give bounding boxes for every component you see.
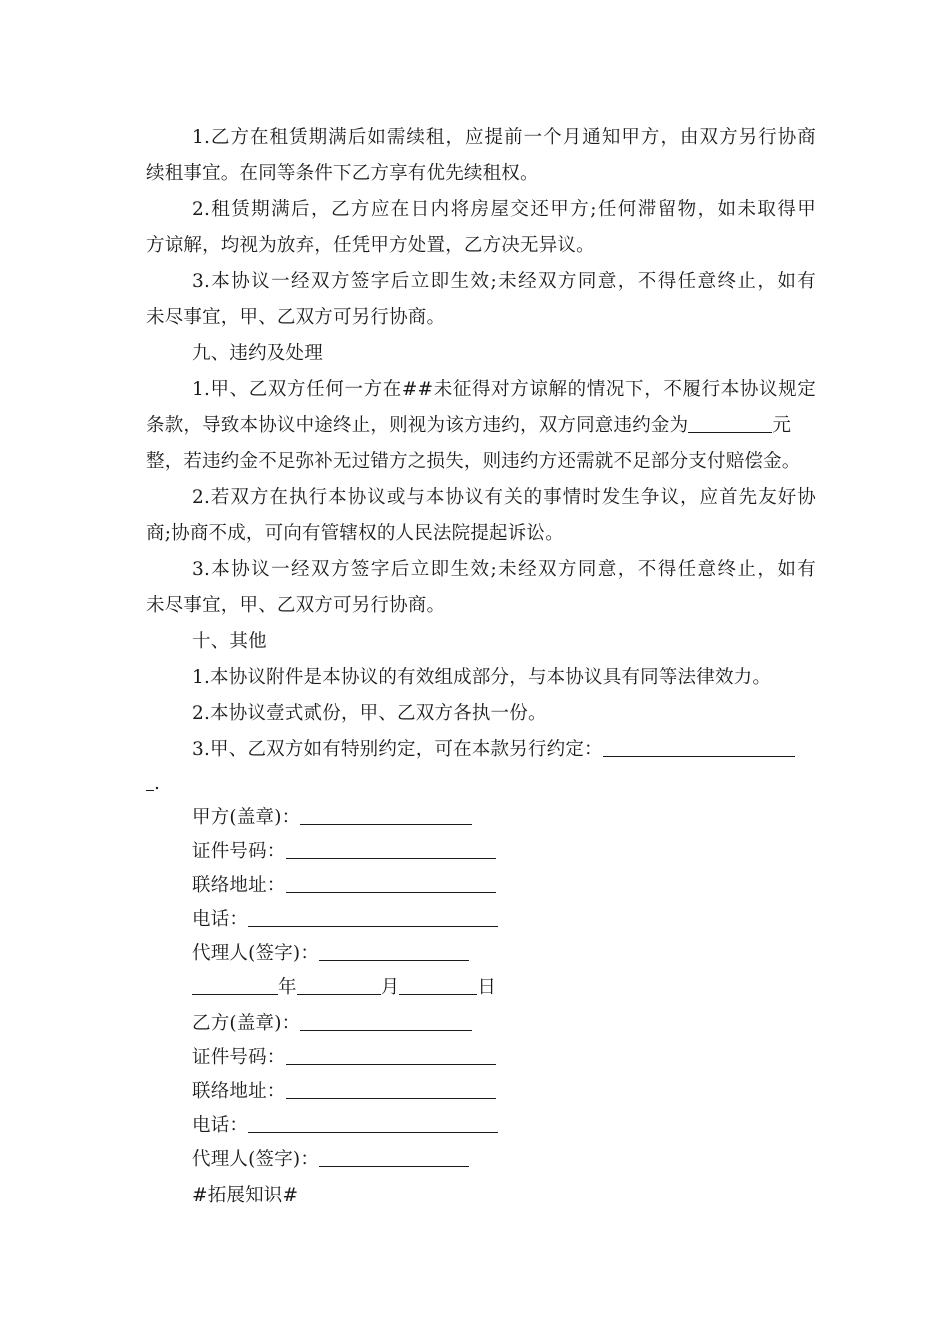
paragraph-copies: 2.本协议壹式贰份，甲、乙双方各执一份。 [192, 703, 547, 724]
paragraph-dispute-line1 [192, 486, 816, 510]
paragraph-breach-line2 [146, 414, 816, 438]
party-a-address-field [286, 874, 496, 893]
paragraph-effect-line2: 未尽事宜，甲、乙双方可另行协商。 [146, 307, 446, 328]
party-a-agent-field [319, 942, 469, 961]
paragraph-effect2-line2: 未尽事宜，甲、乙双方可另行协商。 [146, 595, 446, 616]
label: 证件号码： [192, 1047, 286, 1068]
label: 电话： [192, 909, 249, 930]
text: 1.乙方在租赁期满后如需续租，应提前一个月通知甲方，由双方另行协商 [192, 127, 816, 148]
party-b-seal-field [300, 1012, 472, 1031]
paragraph-dispute-line2: 商;协商不成，可向有管辖权的人民法院提起诉讼。 [146, 523, 564, 544]
text: 3.本协议一经双方签字后立即生效;未经双方同意，不得任意终止，如有 [192, 271, 816, 292]
text: 条款，导致本协议中途终止，则视为该方违约，双方同意违约金为 [146, 415, 689, 436]
heading-breach: 九、违约及处理 [192, 343, 323, 364]
text: 元 [772, 415, 792, 436]
party-a-phone-row [192, 908, 862, 932]
party-a-id-row [192, 840, 862, 864]
year-blank [192, 976, 278, 995]
paragraph-special-terms [192, 738, 862, 762]
day-blank [399, 976, 477, 995]
special-terms-continuation [146, 772, 816, 796]
text: 2.若双方在执行本协议或与本协议有关的事情时发生争议，应首先友好协 [192, 487, 816, 508]
special-terms-blank [603, 738, 795, 757]
paragraph-renewal-line2: 续租事宜。在同等条件下乙方享有优先续租权。 [146, 163, 539, 184]
party-b-phone-row [192, 1114, 862, 1138]
party-a-date-row [192, 976, 862, 1000]
paragraph-breach-line3: 整，若违约金不足弥补无过错方之损失，则违约方还需就不足部分支付赔偿金。 [146, 451, 801, 472]
party-a-id-field [286, 840, 496, 859]
label: 代理人(签字)： [192, 1149, 320, 1170]
paragraph-breach-line1 [192, 378, 816, 402]
label: 证件号码： [192, 841, 286, 862]
paragraph-effect-line1 [192, 270, 816, 294]
text: 年 [278, 977, 297, 998]
party-b-seal-row [192, 1012, 862, 1036]
party-b-address-row [192, 1080, 862, 1104]
party-a-seal-field [300, 806, 472, 825]
label: 电话： [192, 1115, 249, 1136]
party-b-agent-field [319, 1148, 469, 1167]
text: 3.甲、乙双方如有特别约定，可在本款另行约定： [192, 739, 603, 760]
heading-other: 十、其他 [192, 631, 267, 652]
text: 日 [477, 977, 497, 998]
party-b-address-field [286, 1080, 496, 1099]
label: 代理人(签字)： [192, 943, 320, 964]
label: 乙方(盖章)： [192, 1013, 301, 1034]
party-a-phone-field [248, 908, 498, 927]
party-b-phone-field [248, 1114, 498, 1133]
text: . [154, 773, 161, 794]
text: 2.租赁期满后，乙方应在日内将房屋交还甲方;任何滞留物，如未取得甲 [192, 199, 816, 220]
party-b-agent-row [192, 1148, 862, 1172]
special-terms-blank-end [146, 772, 154, 791]
paragraph-attachment: 1.本协议附件是本协议的有效组成部分，与本协议具有同等法律效力。 [192, 667, 772, 688]
party-a-address-row [192, 874, 862, 898]
paragraph-return-line1 [192, 198, 816, 222]
month-blank [297, 976, 381, 995]
label: 联络地址： [192, 1081, 286, 1102]
extended-knowledge-tag: #拓展知识# [192, 1185, 299, 1206]
label: 联络地址： [192, 875, 286, 896]
party-a-agent-row [192, 942, 862, 966]
party-b-id-row [192, 1046, 862, 1070]
party-a-seal-row [192, 806, 862, 830]
party-b-id-field [286, 1046, 496, 1065]
label: 甲方(盖章)： [192, 807, 301, 828]
paragraph-effect2-line1 [192, 558, 816, 582]
penalty-amount-blank [688, 414, 772, 433]
text: 3.本协议一经双方签字后立即生效;未经双方同意，不得任意终止，如有 [192, 559, 816, 580]
paragraph-return-line2: 方谅解，均视为放弃，任凭甲方处置，乙方决无异议。 [146, 235, 595, 256]
paragraph-renewal-line1 [192, 126, 816, 150]
text: 月 [380, 977, 400, 998]
text: 1.甲、乙双方任何一方在##未征得对方谅解的情况下，不履行本协议规定 [192, 379, 816, 400]
